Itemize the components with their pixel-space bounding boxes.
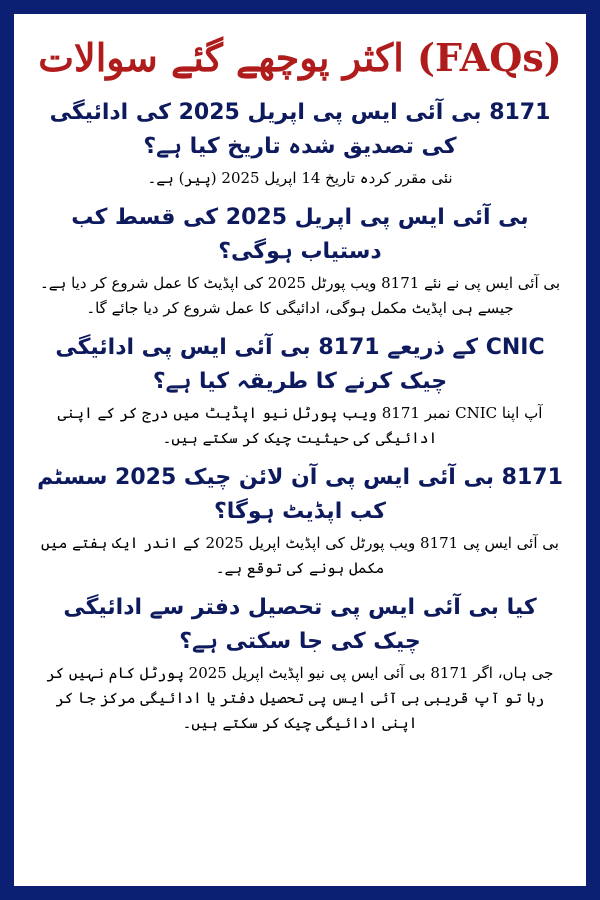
faq-item-2: [36, 201, 564, 321]
faq-question: کیا بی آئی ایس پی تحصیل دفتر سے ادائیگی چیک کی جا سکتی ہے؟: [63, 595, 537, 654]
faq-item-5: [36, 591, 564, 736]
faq-question: CNIC کے ذریعے 8171 بی آئی ایس پی ادائیگی چیک کرنے کا طریقہ کیا ہے؟: [55, 335, 545, 394]
faq-answer: بی آئی ایس پی نے نئے 8171 ویب پورٹل 2025 کی اپڈیٹ کا عمل شروع کر دیا ہے۔ جیسے ہی اپڈیٹ مکمل ہوگی، ادائیگی کا عمل شروع کر دیا جائے گا۔: [39, 274, 561, 317]
faq-question: 8171 بی آئی ایس پی آن لائن چیک 2025 سسٹم کب اپڈیٹ ہوگا؟: [37, 465, 563, 524]
faq-answer: جی ہاں، اگر 8171 بی آئی ایس پی نیو اپڈیٹ اپریل 2025 پورٹل کام نہیں کر رہا تو آپ قریبی بی آئی ایس پی تحصیل دفتر یا ادائیگی مرکز جا کر اپنی ادائیگی چیک کر سکتے ہیں۔: [46, 664, 554, 732]
faq-question: 8171 بی آئی ایس پی اپریل 2025 کی ادائیگی کی تصدیق شدہ تاریخ کیا ہے؟: [49, 100, 551, 159]
faq-item-3: [36, 331, 564, 451]
faq-answer: بی آئی ایس پی 8171 ویب پورٹل کی اپڈیٹ اپریل 2025 کے اندر ایک ہفتے میں مکمل ہونے کی توقع ہے۔: [41, 534, 559, 577]
faq-question: بی آئی ایس پی اپریل 2025 کی قسط کب دستیاب ہوگی؟: [71, 205, 529, 264]
faq-card: [14, 14, 586, 886]
faq-answer: نئی مقرر کردہ تاریخ 14 اپریل 2025 (پیر) ہے۔: [147, 169, 453, 187]
page-title: اکثر پوچھے گئے سوالات (FAQs): [38, 35, 562, 80]
faq-answer: آپ اپنا CNIC نمبر 8171 ویب پورٹل نیو اپڈیٹ میں درج کر کے اپنی ادائیگی کی حیثیت چیک کر سکتے ہیں۔: [57, 404, 543, 447]
faq-item-1: [36, 96, 564, 191]
faq-item-4: [36, 461, 564, 581]
